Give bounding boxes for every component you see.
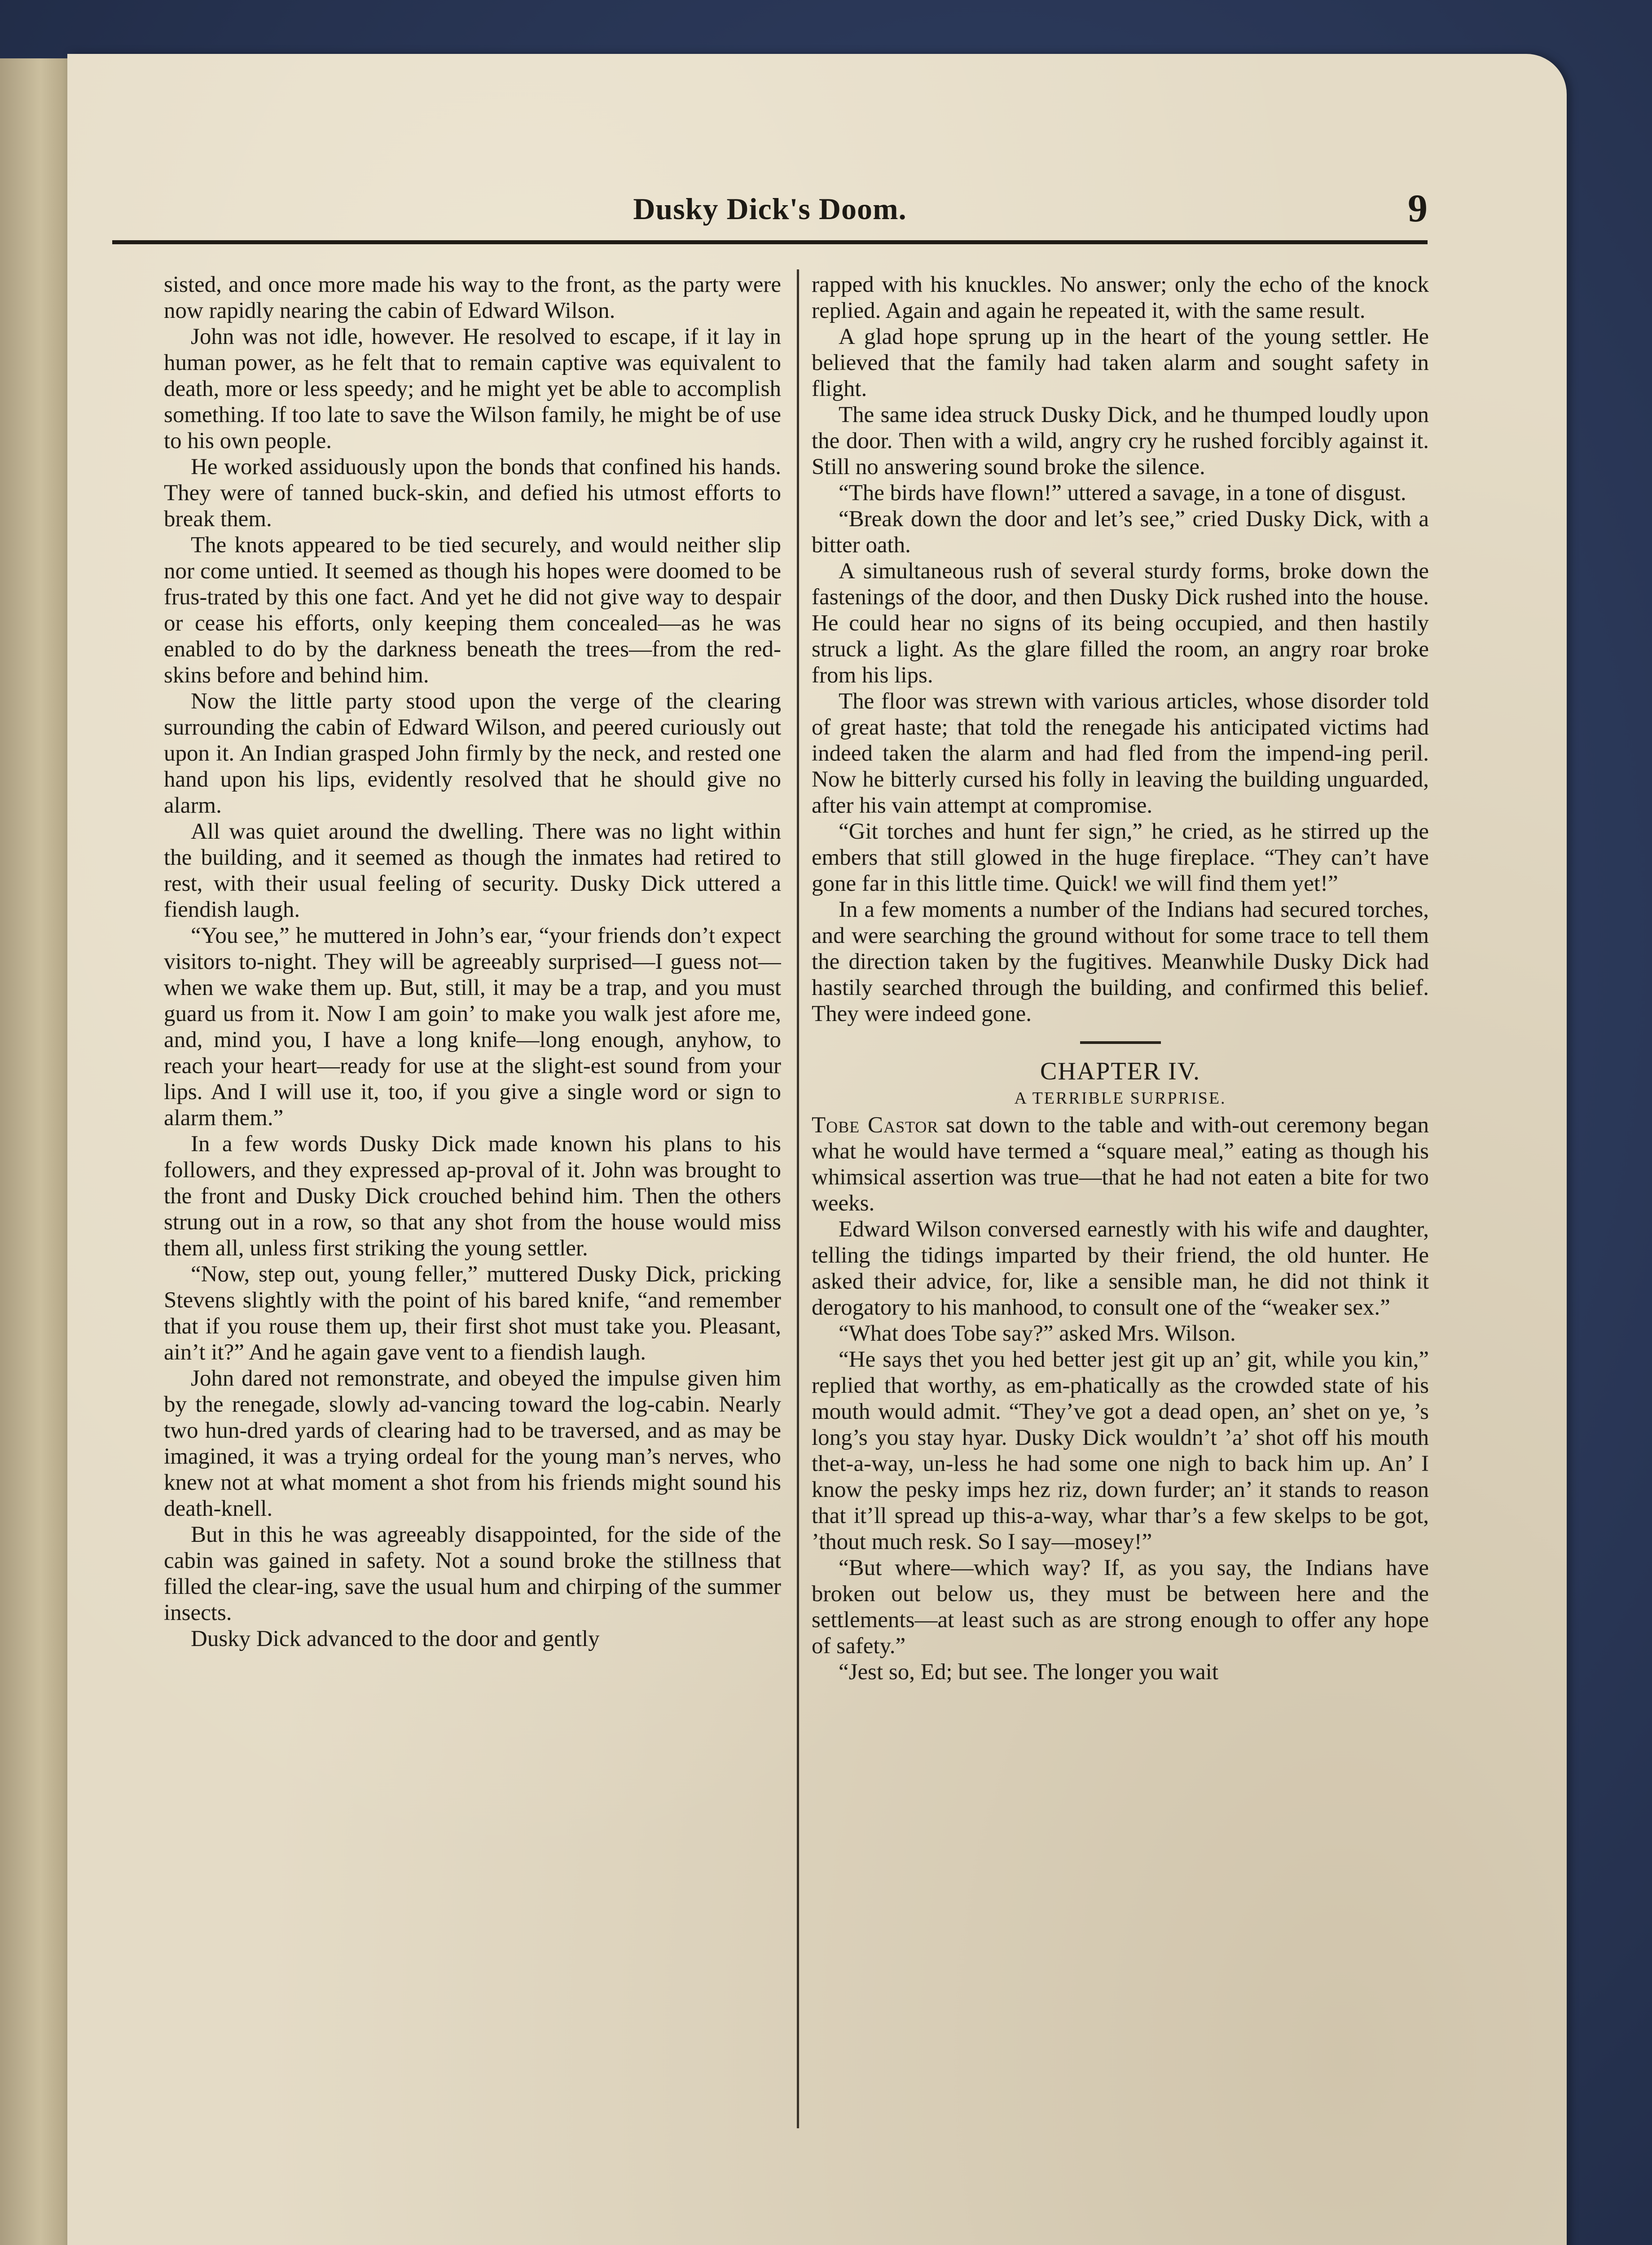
left-column [164, 272, 781, 2126]
chapter-opening-name: Tobe Castor [812, 1113, 939, 1138]
paragraph: The knots appeared to be tied securely, and would neither slip nor come untied. It seemed as though his hopes were doomed to be frus-trated by this one fact. And yet he did not give way to despair or cease his efforts, only keeping them concealed—as he was enabled to do by the darkness beneath the trees—from the red-skins before and behind him. [164, 533, 781, 688]
paragraph: “Break down the door and let’s see,” cried Dusky Dick, with a bitter oath. [812, 506, 1429, 558]
paragraph: Edward Wilson conversed earnestly with his wife and daughter, telling the tidings imparted by their friend, the old hunter. He asked their advice, for, like a sensible man, he did not think it derogatory to his manhood, to consult one of the “weaker sex.” [812, 1217, 1429, 1320]
chapter-opening-text: sat down to the table and with-out ceremony began what he would have termed a “square meal,” eating as though his whimsical assertion was true—that he had not eaten a bite for two weeks. [812, 1113, 1429, 1216]
paragraph: Dusky Dick advanced to the door and gently [191, 1626, 600, 1651]
paragraph: John dared not remonstrate, and obeyed the impulse given him by the renegade, slowly ad-vancing toward the log-cabin. Nearly two hun-dred yards of clearing had to be traversed, and as may be imagined, it was a trying ordeal for the young man’s nerves, who knew not at what moment a shot from his friends might sound his death-knell. [164, 1366, 781, 1521]
paragraph: A glad hope sprung up in the heart of the young settler. He believed that the family had taken alarm and sought safety in flight. [812, 324, 1429, 401]
paragraph: In a few words Dusky Dick made known his plans to his followers, and they expressed ap-proval of it. John was brought to the front and Dusky Dick crouched behind him. Then the others strung out in a row, so that any shot from the house would miss them all, unless first striking the young settler. [164, 1131, 781, 1261]
paragraph: The floor was strewn with various articles, whose disorder told of great haste; that told the renegade his anticipated victims had indeed taken the alarm and had fled from the impend-ing peril. Now he bitterly cursed his folly in leaving the building unguarded, after his vain attempt at compromise. [812, 689, 1429, 818]
paragraph: “He says thet you hed better jest git up an’ git, while you kin,” replied that worthy, as em-phatically as the crowded state of his mouth would admit. “They’ve got a dead open, an’ shet on ye, ’s long’s you stay hyar. Dusky Dick wouldn’t ’a’ shot off his mouth thet-a-way, un-less he had some one nigh to back him up. An’ I know the pesky imps hez riz, down furder; an’ it stands to reason that it’ll spread up this-a-way, whar thar’s a few skelps to be got, ’thout much resk. So I say—mosey!” [812, 1347, 1429, 1554]
paragraph: sisted, and once more made his way to the front, as the party were now rapidly nearing the cabin of Edward Wilson. [164, 272, 781, 323]
right-column [812, 272, 1429, 2126]
paragraph: “The birds have flown!” uttered a savage, in a tone of disgust. [839, 480, 1406, 506]
paragraph: rapped with his knuckles. No answer; only the echo of the knock replied. Again and again he repeated it, with the same result. [812, 272, 1429, 323]
paragraph: “But where—which way? If, as you say, the Indians have broken out below us, they must be between here and the settlements—at least such as are strong enough to offer any hope of safety.” [812, 1555, 1429, 1659]
running-title: Dusky Dick's Doom. [633, 192, 907, 226]
chapter-opening-paragraph [812, 1112, 1429, 1216]
column-rule [797, 269, 799, 2128]
paragraph: But in this he was agreeably disappointed, for the side of the cabin was gained in safety. Not a sound broke the stillness that filled the clear-ing, save the usual hum and chirping of the summer insects. [164, 1522, 781, 1625]
paragraph: “Git torches and hunt fer sign,” he cried, as he stirred up the embers that still glowed in the huge fireplace. “They can’t have gone far in this little time. Quick! we will find them yet!” [812, 819, 1429, 896]
paragraph: “Now, step out, young feller,” muttered Dusky Dick, pricking Stevens slightly with the point of his bared knife, “and remember that if you rouse them up, their first shot must take you. Pleasant, ain’t it?” And he again gave vent to a fiendish laugh. [164, 1262, 781, 1365]
previous-page-edge [0, 58, 70, 2245]
page-number: 9 [1408, 187, 1428, 230]
right-column-after-chapter [812, 1216, 1429, 1685]
paragraph: “You see,” he muttered in John’s ear, “your friends don’t expect visitors to-night. They will be agreeably surprised—I guess not—when we wake them up. But, still, it may be a trap, and you must guard us from it. Now I am goin’ to make you walk jest afore me, and, mind you, I have a long knife—long enough, anyhow, to reach your heart—ready for use at the slight-est sound from your lips. And I will use it, too, if you give a single word or sign to alarm them.” [164, 923, 781, 1131]
paragraph: All was quiet around the dwelling. There was no light within the building, and it seemed as though the inmates had retired to rest, with their usual feeling of security. Dusky Dick uttered a fiendish laugh. [164, 819, 781, 922]
paragraph: In a few moments a number of the Indians had secured torches, and were searching the ground without for some trace to tell them the direction taken by the fugitives. Meanwhile Dusky Dick had hastily searched through the building, and confirmed this belief. They were indeed gone. [812, 897, 1429, 1026]
scene-break-rule [1080, 1041, 1161, 1044]
paragraph: A simultaneous rush of several sturdy forms, broke down the fastenings of the door, and then Dusky Dick rushed into the house. He could hear no signs of its being occupied, and then hastily struck a light. As the glare filled the room, an angry roar broke from his lips. [812, 559, 1429, 688]
paragraph: He worked assiduously upon the bonds that confined his hands. They were of tanned buck-skin, and defied his utmost efforts to break them. [164, 454, 781, 532]
paragraph: Now the little party stood upon the verge of the clearing surrounding the cabin of Edward Wilson, and peered curiously out upon it. An Indian grasped John firmly by the neck, and rested one hand upon his lips, evidently resolved that he should give no alarm. [164, 689, 781, 818]
paragraph: “Jest so, Ed; but see. The longer you wait [839, 1660, 1219, 1685]
paragraph: The same idea struck Dusky Dick, and he thumped loudly upon the door. Then with a wild, angry cry he rushed forcibly against it. Still no answering sound broke the silence. [812, 402, 1429, 480]
chapter-subtitle: A TERRIBLE SURPRISE. [1014, 1089, 1226, 1108]
paragraph: “What does Tobe say?” asked Mrs. Wilson. [839, 1321, 1236, 1346]
paragraph: John was not idle, however. He resolved to escape, if it lay in human power, as he felt that to remain captive was equivalent to death, more or less speedy; and he might yet be able to accomplish something. If too late to save the Wilson family, he might be of use to his own people. [164, 324, 781, 453]
chapter-heading: CHAPTER IV. [1040, 1057, 1200, 1085]
right-column-before-break [812, 272, 1429, 1027]
running-head [112, 177, 1428, 244]
